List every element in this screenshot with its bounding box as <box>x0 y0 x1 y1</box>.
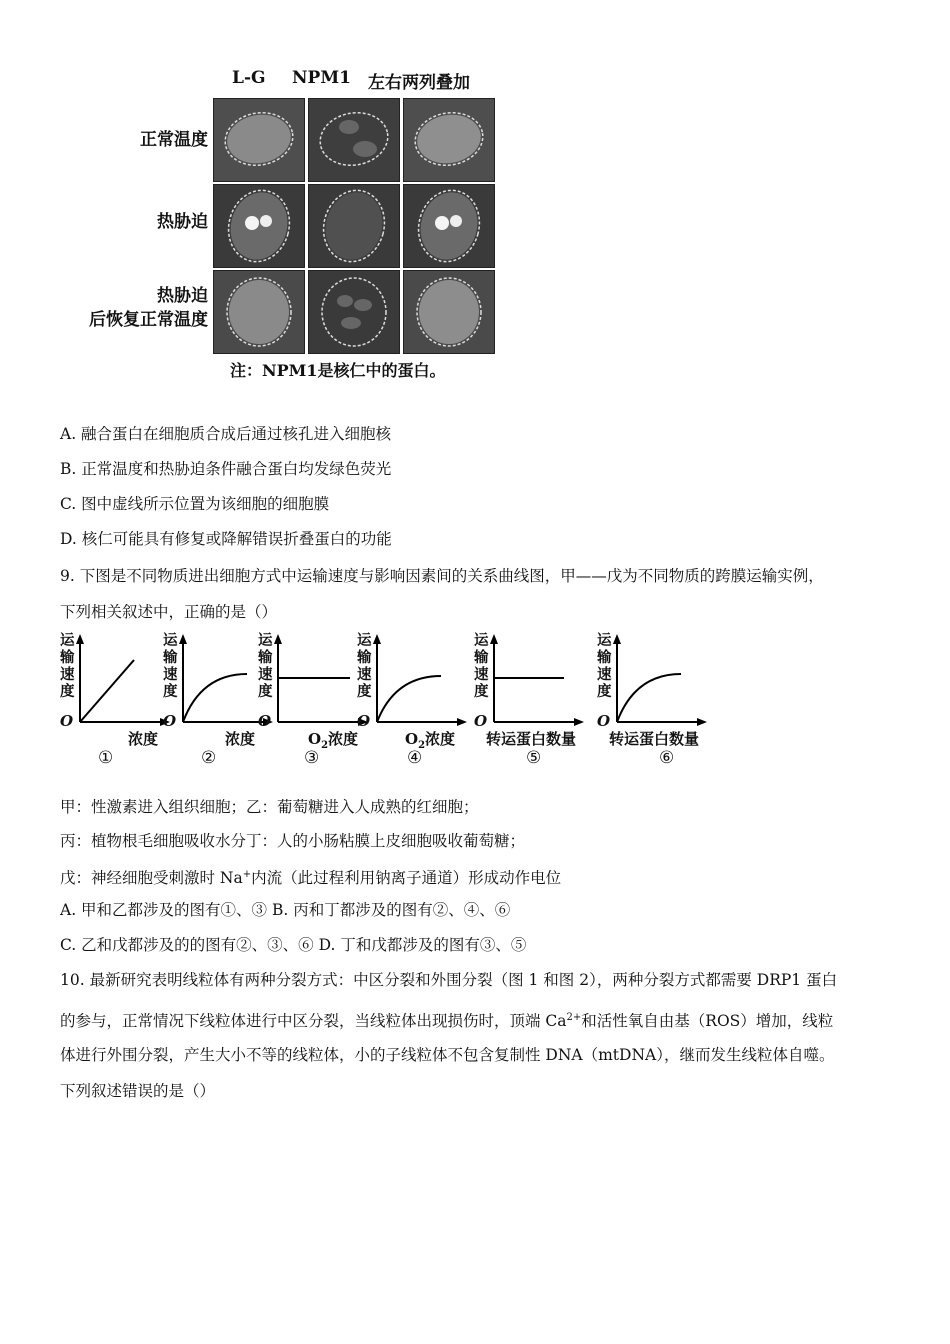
q8-option-c: C. 图中虚线所示位置为该细胞的细胞膜 <box>60 495 330 513</box>
q8-option-a: A. 融合蛋白在细胞质合成后通过核孔进入细胞核 <box>60 425 392 443</box>
graph-3 <box>258 630 371 770</box>
col-header-npm1: NPM1 <box>292 68 351 88</box>
row-label-heat-2: 热胁迫 <box>157 286 208 306</box>
graph-2-curve <box>183 674 247 722</box>
graph-6-plot <box>597 630 707 730</box>
figure-note: 注：NPM1是核仁中的蛋白。 <box>230 361 446 380</box>
graph-5-plot <box>474 630 584 730</box>
graph-3-plot <box>258 630 371 730</box>
graph-6-xlabel: 转运蛋白数量 <box>609 730 700 748</box>
graph-2 <box>163 630 273 770</box>
q10-line2 <box>60 1007 833 1032</box>
graph-5-origin: O <box>474 712 488 730</box>
q10-line2-post: 和活性氧自由基（ROS）增加，线粒 <box>581 1012 834 1031</box>
q10-line2-pre: 的参与，正常情况下线粒体进行中区分裂，当线粒体出现损伤时，顶端 Ca <box>60 1012 567 1031</box>
graph-2-number: ② <box>201 748 217 768</box>
q9-example-jia-yi: 甲：性激素进入组织细胞；乙：葡萄糖进入人成熟的红细胞； <box>60 798 479 816</box>
graph-4-origin: O <box>357 712 371 730</box>
graph-2-plot <box>163 630 273 730</box>
q9-options-cd: C. 乙和戊都涉及的的图有②、③、⑥ D. 丁和戊都涉及的图有③、⑤ <box>60 936 527 954</box>
graph-2-xlabel: 浓度 <box>225 730 256 748</box>
q10-line4: 下列叙述错误的是（） <box>60 1082 216 1100</box>
panel-recovery-lg <box>213 270 305 354</box>
graph-4-plot <box>357 630 467 730</box>
graph-4-xlabel-sub: 2 <box>418 740 426 751</box>
row-label-normal: 正常温度 <box>140 130 208 150</box>
panel-heat-lg <box>213 184 305 268</box>
q9-stem-line1: 9. 下图是不同物质进出细胞方式中运输速度与影响因素间的关系曲线图，甲——戊为不同物质的跨膜运输实例， <box>60 567 824 585</box>
graph-3-number: ③ <box>304 748 320 768</box>
row-label-heat: 热胁迫 <box>157 212 208 232</box>
row-label-recovery: 后恢复正常温度 <box>89 310 208 330</box>
graph-1-curve <box>80 660 134 722</box>
q9-stem-line2: 下列相关叙述中，正确的是（） <box>60 603 278 621</box>
graph-1-xlabel: 浓度 <box>128 730 159 748</box>
q8-option-d: D. 核仁可能具有修复或降解错误折叠蛋白的功能 <box>60 530 392 548</box>
panel-normal-lg <box>213 98 305 182</box>
graph-3-xlabel-sub: 2 <box>321 740 329 751</box>
q9-options-ab: A. 甲和乙都涉及的图有①、③ B. 丙和丁都涉及的图有②、④、⑥ <box>60 901 511 919</box>
q9-example-wu <box>60 864 561 889</box>
q10-line3: 体进行外围分裂，产生大小不等的线粒体，小的子线粒体不包含复制性 DNA（mtDNA），继而发生线粒体自噬。 <box>60 1046 835 1064</box>
graph-4-xlabel-o: O <box>405 730 419 748</box>
panel-recovery-npm1 <box>308 270 400 354</box>
graph-3-xlabel-o: O <box>308 730 322 748</box>
panel-normal-npm1 <box>308 98 400 182</box>
graph-4-number: ④ <box>407 748 423 768</box>
graph-1-number: ① <box>98 748 114 768</box>
graph-4-xlabel-post: 浓度 <box>425 730 456 748</box>
q9-wu-sup: + <box>242 869 252 880</box>
graph-1 <box>60 630 170 770</box>
q9-wu-pre: 戊：神经细胞受刺激时 Na <box>60 869 243 888</box>
q9-example-bing-ding: 丙：植物根毛细胞吸收水分丁：人的小肠粘膜上皮细胞吸收葡萄糖； <box>60 832 526 850</box>
graph-6-number: ⑥ <box>659 748 675 768</box>
graph-5 <box>474 630 584 770</box>
graph-5-ylabel: 运输速度 <box>474 632 489 700</box>
graph-1-ylabel: 运输速度 <box>60 632 75 700</box>
graph-3-origin: O <box>258 712 272 730</box>
q9-wu-post: 内流（此过程利用钠离子通道）形成动作电位 <box>251 869 562 888</box>
graph-5-number: ⑤ <box>526 748 542 768</box>
panel-heat-npm1 <box>308 184 400 268</box>
panel-heat-overlay <box>403 184 495 268</box>
col-header-overlay: 左右两列叠加 <box>368 73 470 93</box>
graph-3-ylabel: 运输速度 <box>258 632 273 700</box>
graph-4-curve <box>377 676 441 722</box>
graph-6-curve <box>617 674 681 722</box>
col-header-lg: L-G <box>232 68 266 88</box>
q8-option-b: B. 正常温度和热胁迫条件融合蛋白均发绿色荧光 <box>60 460 392 478</box>
q10-line1: 10. 最新研究表明线粒体有两种分裂方式：中区分裂和外围分裂（图 1 和图 2），两种分裂方式都需要 DRP1 蛋白 <box>60 971 838 989</box>
graph-4-ylabel: 运输速度 <box>357 632 372 700</box>
graph-4 <box>357 630 467 770</box>
microscopy-figure <box>60 62 510 387</box>
graph-6-origin: O <box>597 712 611 730</box>
graph-3-xlabel-post: 浓度 <box>328 730 359 748</box>
graph-6-ylabel: 运输速度 <box>597 632 612 700</box>
graph-2-origin: O <box>163 712 177 730</box>
graph-2-ylabel: 运输速度 <box>163 632 178 700</box>
graph-6 <box>597 630 707 770</box>
panel-normal-overlay <box>403 98 495 182</box>
graph-5-xlabel: 转运蛋白数量 <box>486 730 577 748</box>
panel-recovery-overlay <box>403 270 495 354</box>
graph-1-origin: O <box>60 712 74 730</box>
graph-1-plot <box>60 630 170 730</box>
q10-line2-sup: 2+ <box>566 1012 582 1023</box>
